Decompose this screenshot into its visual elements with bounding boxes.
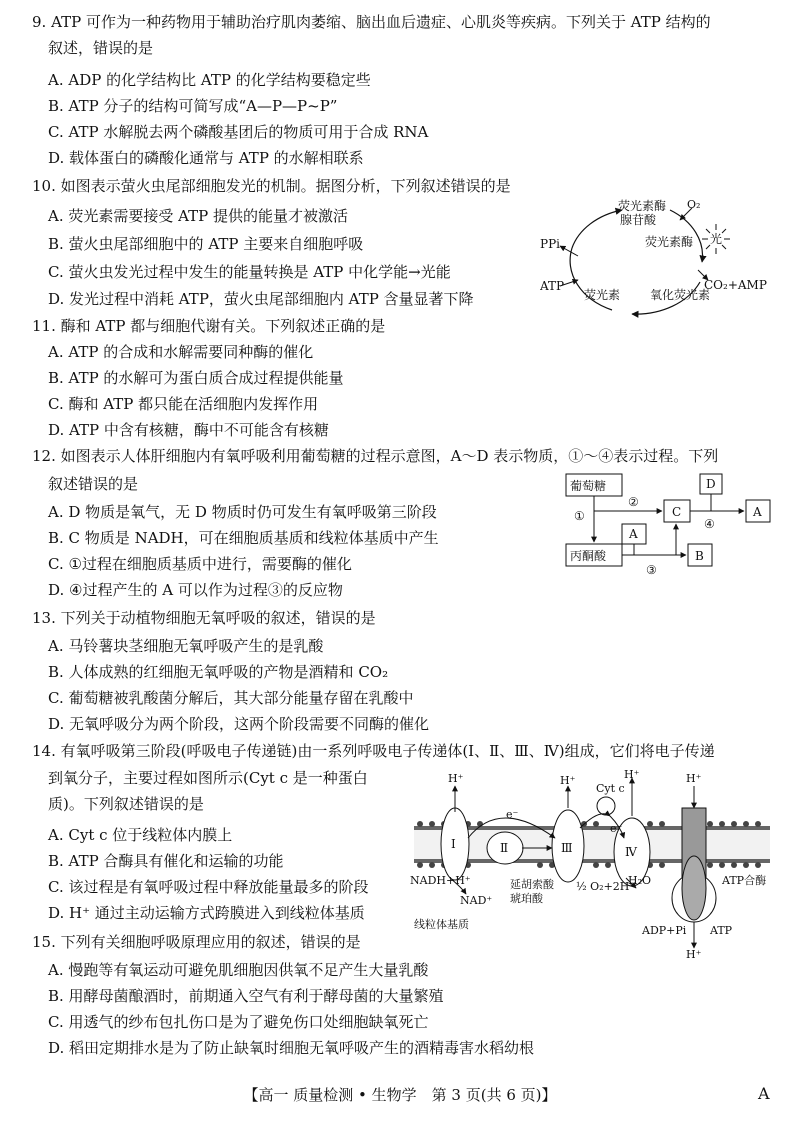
q11-stem: 11. 酶和 ATP 都与细胞代谢有关。下列叙述正确的是 xyxy=(32,317,386,335)
complex-3-label: Ⅲ xyxy=(561,841,573,855)
process-2-label: ② xyxy=(628,495,639,509)
luciferin-label: 荧光素 xyxy=(584,288,621,302)
q9-stem-line2 xyxy=(48,38,153,58)
q11-option-c: C. 酶和 ATP 都只能在活细胞内发挥作用 xyxy=(48,395,319,413)
q11-option-a: A. ATP 的合成和水解需要同种酶的催化 xyxy=(48,343,314,361)
q9-option-a: A. ADP 的化学结构比 ATP 的化学结构要稳定些 xyxy=(48,71,371,89)
o2-label: O₂ xyxy=(687,198,701,211)
q9-stem-line1: 9. ATP 可作为一种药物用于辅助治疗肌肉萎缩、脑出血后遗症、心肌炎等疾病。下列关于 ATP 结构的 xyxy=(32,13,711,31)
q14-option-c: C. 该过程是有氧呼吸过程中释放能量最多的阶段 xyxy=(48,878,369,896)
process-4-label: ④ xyxy=(704,517,715,531)
q14-option-d: D. H⁺ 通过主动运输方式跨膜进入到线粒体基质 xyxy=(48,904,365,922)
complex-2-label: Ⅱ xyxy=(500,841,509,855)
q13-option-b: B. 人体成熟的红细胞无氧呼吸的产物是酒精和 CO₂ xyxy=(48,663,389,681)
process-1-label: ① xyxy=(574,509,585,523)
complex-4-label: Ⅳ xyxy=(625,845,637,859)
adp-label: ADP+Pi xyxy=(642,924,687,937)
ppi-label: PPi xyxy=(540,237,560,251)
page-footer: 【高一 质量检测 • 生物学 第 3 页(共 6 页)】 xyxy=(243,1086,557,1104)
q14-option-b: B. ATP 合酶具有催化和运输的功能 xyxy=(48,852,284,870)
q10-option-d: D. 发光过程中消耗 ATP，萤火虫尾部细胞内 ATP 含量显著下降 xyxy=(48,290,474,308)
q14-stem-line1: 14. 有氧呼吸第三阶段(呼吸电子传递链)由一系列呼吸电子传递体(Ⅰ、Ⅱ、Ⅲ、Ⅳ)组成，它们将电子传递 xyxy=(32,742,715,760)
d-label: D xyxy=(706,477,716,491)
enzyme2-label: 荧光素酶 xyxy=(645,235,694,249)
nadh-label: NADH+H⁺ xyxy=(410,874,471,887)
oxygen-label: ½ O₂+2H⁺ xyxy=(576,880,636,893)
a-left-label: A xyxy=(629,527,638,541)
h-plus-label-3: H⁺ xyxy=(624,768,640,781)
atp-label: ATP xyxy=(710,924,733,937)
q10-firefly-diagram xyxy=(540,198,780,320)
q15-option-d: D. 稻田定期排水是为了防止缺氧时细胞无氧呼吸产生的酒精毒害水稻幼根 xyxy=(48,1039,535,1057)
q10-stem: 10. 如图表示萤火虫尾部细胞发光的机制。据图分析，下列叙述错误的是 xyxy=(32,177,511,195)
atp-synthase-label: ATP合酶 xyxy=(722,874,767,887)
atp-label: ATP xyxy=(540,279,565,293)
q14-stem-line2: 到氧分子，主要过程如图所示(Cyt c 是一种蛋白 xyxy=(48,769,368,787)
q12-option-c: C. ①过程在细胞质基质中进行，需要酶的催化 xyxy=(48,555,352,573)
q14-option-a: A. Cyt c 位于线粒体内膜上 xyxy=(48,826,233,844)
q12-option-b: B. C 物质是 NADH，可在细胞质基质和线粒体基质中产生 xyxy=(48,529,439,547)
enzyme-label-1: 荧光素酶 xyxy=(618,199,667,213)
q9-option-d: D. 载体蛋白的磷酸化通常与 ATP 的水解相联系 xyxy=(48,149,364,167)
water-label: H₂O xyxy=(628,874,652,887)
q9-stem-line2-text: 叙述，错误的是 xyxy=(48,39,154,57)
a-right-label: A xyxy=(753,505,762,519)
process-3-label: ③ xyxy=(646,563,657,577)
h-plus-label-5: H⁺ xyxy=(686,948,702,960)
q10-option-a: A. 荧光素需要接受 ATP 提供的能量才被激活 xyxy=(48,207,349,225)
complex-1-label: Ⅰ xyxy=(451,837,456,851)
h-plus-label-4: H⁺ xyxy=(686,772,702,785)
q10-option-b: B. 萤火虫尾部细胞中的 ATP 主要来自细胞呼吸 xyxy=(48,235,364,253)
nad-label: NAD⁺ xyxy=(460,894,493,907)
q12-stem-line1: 12. 如图表示人体肝细胞内有氧呼吸利用葡萄糖的过程示意图，A～D 表示物质，①～④表示过程。下列 xyxy=(32,447,719,465)
matrix-label: 线粒体基质 xyxy=(414,918,469,931)
q12-stem-line2: 叙述错误的是 xyxy=(48,475,139,493)
h-plus-label-1: H⁺ xyxy=(448,772,464,785)
c-label: C xyxy=(672,505,682,519)
q9-option-b: B. ATP 分子的结构可简写成“A—P—P~P” xyxy=(48,97,338,115)
h-plus-label-2: H⁺ xyxy=(560,774,576,787)
paper-version-mark: A xyxy=(758,1084,770,1103)
q13-stem: 13. 下列关于动植物细胞无氧呼吸的叙述，错误的是 xyxy=(32,609,376,627)
q15-stem: 15. 下列有关细胞呼吸原理应用的叙述，错误的是 xyxy=(32,933,361,951)
electron-label-2: e⁻ xyxy=(610,822,623,835)
q13-option-c: C. 葡萄糖被乳酸菌分解后，其大部分能量存留在乳酸中 xyxy=(48,689,414,707)
q13-option-d: D. 无氧呼吸分为两个阶段，这两个阶段需要不同酶的催化 xyxy=(48,715,430,733)
b-label: B xyxy=(695,549,704,563)
q13-option-a: A. 马铃薯块茎细胞无氧呼吸产生的是乳酸 xyxy=(48,637,324,655)
oxyluciferin-label: 氧化荧光素 xyxy=(650,288,711,302)
co2-amp-label: CO₂+AMP xyxy=(704,278,767,292)
succinate-label: 琥珀酸 xyxy=(510,892,543,905)
q15-option-b: B. 用酵母菌酿酒时，前期通入空气有利于酵母菌的大量繁殖 xyxy=(48,987,444,1005)
q10-option-c: C. 萤火虫发光过程中发生的能量转换是 ATP 中化学能→光能 xyxy=(48,263,451,281)
q14-electron-transport-diagram xyxy=(410,768,782,960)
q15-option-c: C. 用透气的纱布包扎伤口是为了避免伤口处细胞缺氧死亡 xyxy=(48,1013,429,1031)
q14-stem-line3: 质)。下列叙述错误的是 xyxy=(48,795,204,813)
light-label: 光 xyxy=(710,232,723,246)
q11-option-d: D. ATP 中含有核糖，酶中不可能含有核糖 xyxy=(48,421,329,439)
electron-label-1: e⁻ xyxy=(506,808,519,821)
cytc-label: Cyt c xyxy=(596,782,625,795)
enzyme-label-2: 腺苷酸 xyxy=(620,213,657,227)
q9-option-c: C. ATP 水解脱去两个磷酸基团后的物质可用于合成 RNA xyxy=(48,123,429,141)
q11-option-b: B. ATP 的水解可为蛋白质合成过程提供能量 xyxy=(48,369,344,387)
pyruvate-label: 丙酮酸 xyxy=(570,549,607,563)
q12-option-d: D. ④过程产生的 A 可以作为过程③的反应物 xyxy=(48,581,343,599)
fumarate-label: 延胡索酸 xyxy=(510,878,554,891)
q15-option-a: A. 慢跑等有氧运动可避免肌细胞因供氧不足产生大量乳酸 xyxy=(48,961,429,979)
glucose-label: 葡萄糖 xyxy=(570,479,607,493)
q12-option-a: A. D 物质是氧气，无 D 物质时仍可发生有氧呼吸第三阶段 xyxy=(48,503,437,521)
q12-respiration-diagram xyxy=(556,470,776,580)
